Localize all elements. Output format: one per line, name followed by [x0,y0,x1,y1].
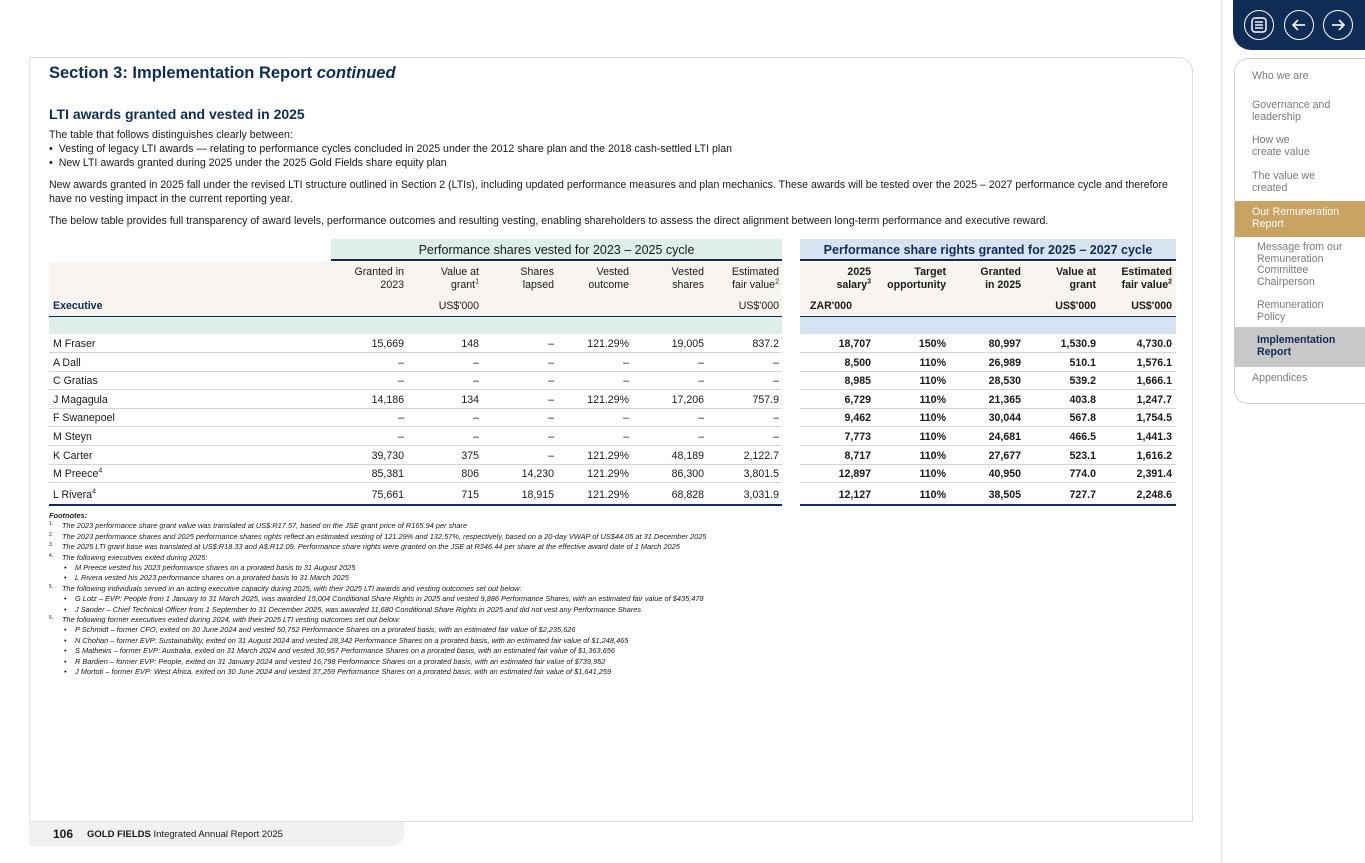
executive-name: A Dall [53,356,81,369]
table-cell-fair2: 4,730.0 [1136,338,1172,350]
table-cell-outcome: 121.29% [587,468,629,481]
table-cell-target: 110% [919,431,946,443]
table-cell-granted: 14,186 [371,393,404,406]
table-cell-fair: – [773,356,779,369]
table-row-rule [800,426,1176,427]
sidebar-menu [1234,58,1365,404]
sidebar-item-appendices[interactable]: Appendices [1252,372,1308,384]
table-row-rule [49,504,782,506]
table-cell-value2: 510.1 [1069,356,1096,369]
table-cell-vested: – [698,375,704,388]
table-row-rule [800,371,1176,372]
intro-paragraph: New awards granted in 2025 fall under the revised LTI structure outlined in Section 2 (LTIs), including updated performance measures and plan mechanics. These awards will be tested over the 2025 – 2027 performance cycle and therefore have no vesting impact in the current reporting year. [49,179,1168,205]
unit-label: US$'000 [1055,300,1096,312]
table-cell-fair: 3,801.5 [743,468,779,481]
footnotes [49,511,949,678]
list-icon [1250,16,1268,34]
table-cell-lapsed: – [548,375,554,388]
table-cell-target: 110% [919,468,946,481]
table-cell-granted25: 30,044 [988,412,1021,425]
footnote: 2. The 2023 performance shares and 2025 performance shares rights reflect an estimated vesting of 121.29% and 132.57%, respectively, based on a 20-day VWAP of US$44.05 at 31 December 2025 [49,531,707,541]
table-cell-vested: 19,005 [671,338,704,350]
col-header-value-at-grant-2: Value at grant [1055,266,1096,291]
table-cell-fair2: 1,616.2 [1136,449,1172,462]
table-cell-salary: 8,717 [844,449,871,462]
intro-heading: LTI awards granted and vested in 2025 [49,106,305,122]
col-header-granted-2023: Granted in 2023 [354,266,404,291]
col-header-granted-2025: Granted in 2025 [980,266,1021,291]
table-cell-fair: – [773,375,779,388]
table-cell-granted: 39,730 [371,449,404,462]
table-cell-value: – [473,412,479,425]
table-cell-salary: 9,462 [844,412,871,425]
band-spacer-left [49,317,782,334]
table-cell-granted25: 28,530 [988,375,1021,388]
table-row-rule [800,445,1176,446]
table-cell-outcome: – [623,375,629,388]
table-cell-salary: 8,985 [844,375,871,388]
table-cell-outcome: 121.29% [587,393,629,406]
table-cell-salary: 12,127 [838,489,871,501]
table-row-rule [49,482,782,483]
table-cell-outcome: – [623,412,629,425]
intro-bullet: • New LTI awards granted during 2025 under the 2025 Gold Fields share equity plan [49,156,1179,170]
table-cell-value: 715 [461,489,479,501]
table-cell-lapsed: – [548,356,554,369]
arrow-left-icon [1290,16,1308,34]
table-cell-value: 806 [461,468,479,481]
footnote: 1. The 2023 performance share grant value was translated at US$:R17.57, based on the JSE grant price of R165.94 per share [49,521,468,531]
table-cell-vested: 48,189 [671,449,704,462]
table-row-rule [49,445,782,446]
footnote: 4. The following executives exited during 2025: [49,552,208,562]
table-cell-value: – [473,375,479,388]
table-row-rule [49,426,782,427]
footnote-sub: • S Mathews – former EVP: Australia, exited on 31 March 2024 and vested 30,957 Performance Shares on a prorated basis, with an estimated fair value of $1,363,656 [49,646,949,656]
unit-label: US$'000 [438,300,479,312]
page-number: 106 [53,827,74,841]
table-row-rule [49,408,782,409]
sidebar-item-remuneration-report[interactable]: Our Remuneration Report [1235,201,1365,237]
table-cell-salary: 7,773 [844,431,871,443]
intro-paragraph: The below table provides full transparency of award levels, performance outcomes and resulting vesting, enabling shareholders to assess the direct alignment between long-term performance and executive reward. [49,215,1049,227]
table-cell-fair2: 1,247.7 [1136,393,1172,406]
table-cell-fair: – [773,431,779,443]
table-cell-target: 150% [918,338,946,350]
footnote-sub: • R Bardien – former EVP: People, exited on 31 January 2024 and vested 16,798 Performance Shares on a prorated basis, with an estimated fair value of $739,952 [49,657,949,667]
table-cell-fair2: 1,441.3 [1136,431,1172,443]
table-cell-granted: 15,669 [371,338,404,350]
table-cell-lapsed: 18,915 [521,489,554,501]
table-cell-value: – [473,431,479,443]
table-cell-value2: 1,530.9 [1060,338,1096,350]
table-cell-vested: – [698,356,704,369]
table-cell-fair2: 2,391.4 [1136,468,1172,481]
table-cell-value: – [473,356,479,369]
col-header-vested-outcome: Vested outcome [588,266,629,291]
col-header-shares-lapsed: Shares lapsed [520,266,554,291]
executive-name: C Gratias [53,375,98,388]
table-cell-vested: 68,828 [671,489,704,501]
contents-button[interactable] [1244,10,1274,40]
table-cell-target: 110% [919,356,946,369]
card-left-border [29,57,30,822]
table-row-rule [800,408,1176,409]
executive-name: J Magagula [53,393,108,406]
band-spacer-right [800,317,1176,334]
table-cell-lapsed: – [548,449,554,462]
table-cell-target: 110% [919,393,946,406]
table-row-rule [49,389,782,390]
executive-name: M Fraser [53,338,96,350]
table-cell-fair2: 1,576.1 [1136,356,1172,369]
sidebar-item-implementation-report[interactable]: Implementation Report [1235,327,1365,367]
intro-bullets [49,142,1179,170]
table-cell-granted25: 24,681 [988,431,1021,443]
table-cell-lapsed: – [548,431,554,443]
col-header-vested-shares: Vested shares [671,266,704,291]
sidebar-nav-header [1233,0,1365,50]
table-cell-lapsed: 14,230 [521,468,554,481]
section-title: Section 3: Implementation Report continued [49,64,396,82]
table-cell-target: 110% [919,489,946,501]
sidebar-item-committee-message[interactable]: Message from our Remuneration Committee Chairperson [1257,241,1343,288]
table-cell-outcome: 121.29% [587,338,629,350]
footnotes-heading: Footnotes: [49,511,88,520]
table-cell-granted: – [398,412,404,425]
table-cell-value2: 727.7 [1069,489,1096,501]
report-name: GOLD FIELDS Integrated Annual Report 2025 [87,829,283,840]
table-cell-value2: 466.5 [1069,431,1096,443]
table-cell-vested: – [698,412,704,425]
table-cell-granted: 85,381 [371,468,404,481]
table-cell-vested: 17,206 [671,393,704,406]
table-cell-value2: 539.2 [1069,375,1096,388]
arrow-right-icon [1329,16,1347,34]
table-cell-salary: 8,500 [844,356,871,369]
col-header-estimated-fair-value-2: Estimated fair value$^2$ [1121,266,1172,291]
table-cell-value: 134 [461,393,479,406]
table-cell-granted: 75,661 [371,489,404,501]
unit-label: US$'000 [1131,300,1172,312]
table-cell-outcome: 121.29% [587,449,629,462]
col-header-target-opportunity: Target opportunity [887,266,946,291]
table-cell-granted25: 27,677 [988,449,1021,462]
footnote-sub: • G Lotz – EVP: People from 1 January to 31 March 2025, was awarded 15,004 Conditional Share Rights in 2025 and vested 9,886 Performance Shares, with an estimated fair value of $435,478 [49,594,949,604]
table-cell-granted: – [398,375,404,388]
table-cell-salary: 6,729 [844,393,871,406]
table-cell-target: 110% [919,412,946,425]
table-cell-granted25: 40,950 [988,468,1021,481]
table-cell-value: 148 [461,338,479,350]
table-cell-salary: 18,707 [838,338,871,350]
table-cell-target: 110% [919,449,946,462]
executive-name: M Steyn [53,431,92,443]
table-row-rule [800,504,1176,506]
executive-name: M Preece$^4$ [53,467,103,481]
table-cell-lapsed: – [548,412,554,425]
table-cell-granted: – [398,431,404,443]
footnote-sub: • P Schmidt – former CFO, exited on 30 June 2024 and vested 50,752 Performance Shares on a prorated basis, with an estimated fair value of $2,235,626 [49,625,949,635]
table-cell-lapsed: – [548,338,554,350]
table-row-rule [49,371,782,372]
footnote-sub: • L Rivera vested his 2023 performance shares on a prorated basis to 31 March 2025 [49,573,949,583]
footnote-sub: • M Preece vested his 2023 performance shares on a prorated basis to 31 August 2025 [49,563,949,573]
table-cell-granted25: 26,989 [988,356,1021,369]
col-header-salary: 2025 salary$^3$ [836,266,871,291]
table-cell-vested: – [698,431,704,443]
table-cell-granted25: 38,505 [988,489,1021,501]
table-row-rule [800,464,1176,465]
intro-bullet: • Vesting of legacy LTI awards — relating to performance cycles concluded in 2025 under the 2012 share plan and the 2018 cash-settled LTI plan [49,142,1179,156]
sidebar-divider [1221,0,1222,863]
sidebar-item-remuneration-policy[interactable]: Remuneration Policy [1257,299,1324,323]
col-header-estimated-fair-value: Estimated fair value$^2$ [731,266,779,291]
footnote-sub: • J Sander – Chief Technical Officer from 1 September to 31 December 2025, was awarded 11,680 Conditional Share Rights in 2025 and did not vest any Performance Shares [49,605,949,615]
sidebar-item-governance[interactable]: Governance and leadership [1252,99,1331,123]
sidebar-item-who-we-are[interactable]: Who we are [1252,70,1309,82]
table-row-rule [800,482,1176,483]
intro-block [49,106,1179,228]
table-cell-outcome: 121.29% [587,489,629,501]
table-cell-fair: 2,122.7 [743,449,779,462]
table-cell-fair2: 2,248.6 [1136,489,1172,501]
col-header-value-at-grant: Value at grant$^1$ [440,266,479,291]
table-cell-fair2: 1,666.1 [1136,375,1172,388]
table-cell-value2: 567.8 [1069,412,1096,425]
table-cell-target: 110% [919,375,946,388]
table-cell-granted25: 21,365 [988,393,1021,406]
executive-name: L Rivera$^4$ [53,488,96,501]
table-cell-value2: 774.0 [1069,468,1096,481]
table-row-rule [49,464,782,465]
table-row-rule [49,352,782,353]
table-cell-vested: 86,300 [671,468,704,481]
executive-header: Executive [53,300,103,312]
footnote-sub: • N Chohan – former EVP: Sustainability, exited on 31 August 2024 and vested 28,342 Performance Shares on a prorated basis, with an estimated fair value of $1,248,465 [49,636,949,646]
intro-lead: The table that follows distinguishes clearly between: [49,129,293,141]
table-cell-fair: 3,031.9 [743,489,779,501]
table-cell-fair2: 1,754.5 [1136,412,1172,425]
table-cell-outcome: – [623,356,629,369]
sidebar-item-value-created[interactable]: The value we created [1252,170,1316,194]
section-title-suffix: continued [316,64,396,82]
table-cell-value: 375 [461,449,479,462]
back-button[interactable] [1284,10,1314,40]
forward-button[interactable] [1323,10,1353,40]
table-cell-outcome: – [623,431,629,443]
footnote: 5. The following individuals served in an acting executive capacity during 2025, with their 2025 LTI awards and vesting outcomes set out below: [49,583,522,593]
table-cell-granted25: 80,997 [988,338,1021,350]
table-cell-fair: – [773,412,779,425]
table-cell-fair: 837.2 [752,338,779,350]
table-cell-fair: 757.9 [752,393,779,406]
executive-name: K Carter [53,449,93,462]
table-cell-salary: 12,897 [838,468,871,481]
sidebar-item-how-we-create-value[interactable]: How we create value [1252,134,1310,158]
unit-label: ZAR'000 [810,300,852,312]
footnote-sub: • J Mortoti – former EVP: West Africa, exited on 30 June 2024 and vested 37,259 Performance Shares on a prorated basis, with an estimated fair value of $1,641,259 [49,667,949,677]
table-cell-value2: 403.8 [1069,393,1096,406]
table-cell-value2: 523.1 [1069,449,1096,462]
footnote: 6. The following former executives exited during 2024, with their 2025 LTI vesting outcomes set out below: [49,615,401,625]
group-header-granted: Performance share rights granted for 2025 – 2027 cycle [800,239,1176,261]
group-header-vested: Performance shares vested for 2023 – 2025 cycle [331,239,782,261]
executive-name: F Swanepoel [53,412,115,425]
table-row-rule [800,352,1176,353]
table-row-rule [800,389,1176,390]
table-cell-granted: – [398,356,404,369]
footnote: 3. The 2025 LTI grant base was translated at US$:R18.33 and A$:R12.09. Performance share rights were granted on the JSE at R346.44 per share at the effective award date of 1 March 2025 [49,542,680,552]
unit-label: US$'000 [738,300,779,312]
table-cell-lapsed: – [548,393,554,406]
